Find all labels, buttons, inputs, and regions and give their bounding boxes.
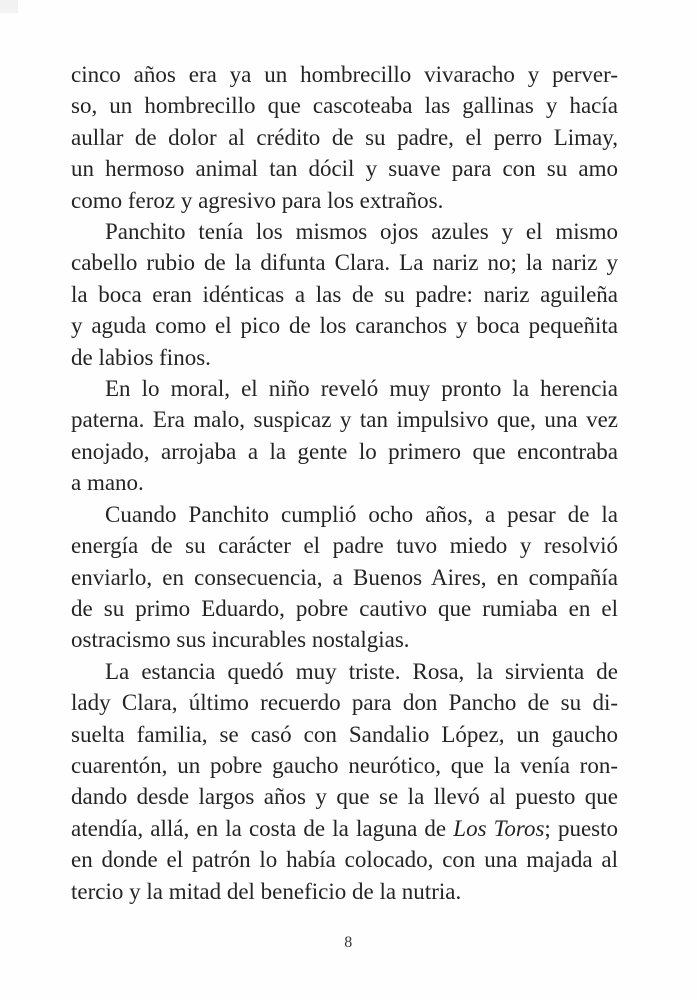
text-segment: la boca eran idénticas a las de su padre: nariz aguileña — [71, 281, 618, 307]
paragraph — [71, 216, 618, 373]
text-segment: cabello rubio de la difunta Clara. La nariz no; la nariz y — [71, 250, 618, 276]
text-line — [71, 467, 618, 498]
text-segment: a mano. — [71, 470, 144, 496]
paragraph — [71, 499, 618, 656]
paragraph — [71, 373, 618, 499]
text-line — [71, 499, 618, 530]
text-line — [71, 656, 618, 687]
text-line — [71, 562, 618, 593]
text-segment: en donde el patrón lo había colocado, con una majada al — [71, 847, 618, 873]
text-line — [71, 373, 618, 404]
text-line — [71, 436, 618, 467]
paragraph — [71, 656, 618, 907]
text-line — [71, 310, 618, 341]
text-segment: cinco años era ya un hombrecillo vivaracho y perver- — [71, 62, 618, 87]
text-segment: y aguda como el pico de los caranchos y boca pequeñita — [71, 313, 618, 339]
text-segment: dando desde largos años y que se la llevó al puesto que — [71, 784, 618, 810]
text-segment: Panchito tenía los mismos ojos azules y el mismo — [105, 219, 618, 245]
text-line — [71, 216, 618, 247]
text-line — [71, 719, 618, 750]
text-line — [71, 876, 618, 907]
text-segment: En lo moral, el niño reveló muy pronto la herencia — [105, 376, 618, 402]
text-segment: como feroz y agresivo para los extraños. — [71, 187, 444, 213]
text-line — [71, 90, 618, 121]
text-segment: lady Clara, último recuerdo para don Pancho de su di- — [71, 690, 618, 716]
text-line — [71, 781, 618, 812]
text-line — [71, 247, 618, 278]
text-segment: atendía, allá, en la costa de la laguna de — [71, 815, 454, 841]
text-segment: Cuando Panchito cumplió ocho años, a pesar de la — [105, 501, 618, 527]
text-segment: un hermoso animal tan dócil y suave para con su amo — [71, 156, 618, 182]
text-segment: so, un hombrecillo que cascoteaba las gallinas y hacía — [71, 93, 618, 119]
text-segment: cuarentón, un pobre gaucho neurótico, que la venía ron- — [71, 752, 618, 778]
text-line — [71, 530, 618, 561]
text-segment: de su primo Eduardo, pobre cautivo que rumiaba en el — [71, 595, 618, 621]
text-line — [71, 185, 618, 216]
text-segment: paterna. Era malo, suspicaz y tan impulsivo que, una vez — [71, 407, 618, 433]
text-line — [71, 844, 618, 875]
text-segment: ostracismo sus incurables nostalgias. — [71, 627, 410, 653]
text-segment: La estancia quedó muy triste. Rosa, la sirvienta de — [105, 658, 618, 684]
text-line — [71, 624, 618, 655]
text-line — [71, 122, 618, 153]
text-segment: enviarlo, en consecuencia, a Buenos Aires, en compañía — [71, 564, 618, 590]
text-line — [71, 593, 618, 624]
text-segment: ; puesto — [544, 815, 618, 841]
text-segment: enojado, arrojaba a la gente lo primero que encontraba — [71, 438, 618, 464]
paragraph — [71, 59, 618, 216]
text-segment: suelta familia, se casó con Sandalio López, un gaucho — [71, 721, 618, 747]
text-line — [71, 342, 618, 373]
text-line — [71, 687, 618, 718]
text-segment: energía de su carácter el padre tuvo miedo y resolvió — [71, 533, 618, 559]
page-number: 8 — [344, 934, 353, 951]
text-segment: tercio y la mitad del beneficio de la nutria. — [71, 878, 462, 904]
page-text — [71, 59, 618, 907]
scan-artifact — [0, 0, 18, 13]
italic-text: Los Toros — [453, 815, 545, 841]
text-line — [71, 813, 618, 844]
text-line — [71, 153, 618, 184]
text-segment: aullar de dolor al crédito de su padre, el perro Limay, — [71, 124, 618, 150]
text-line — [71, 59, 618, 90]
text-line — [71, 279, 618, 310]
text-line — [71, 750, 618, 781]
text-line — [71, 404, 618, 435]
text-segment: de labios finos. — [71, 344, 211, 370]
